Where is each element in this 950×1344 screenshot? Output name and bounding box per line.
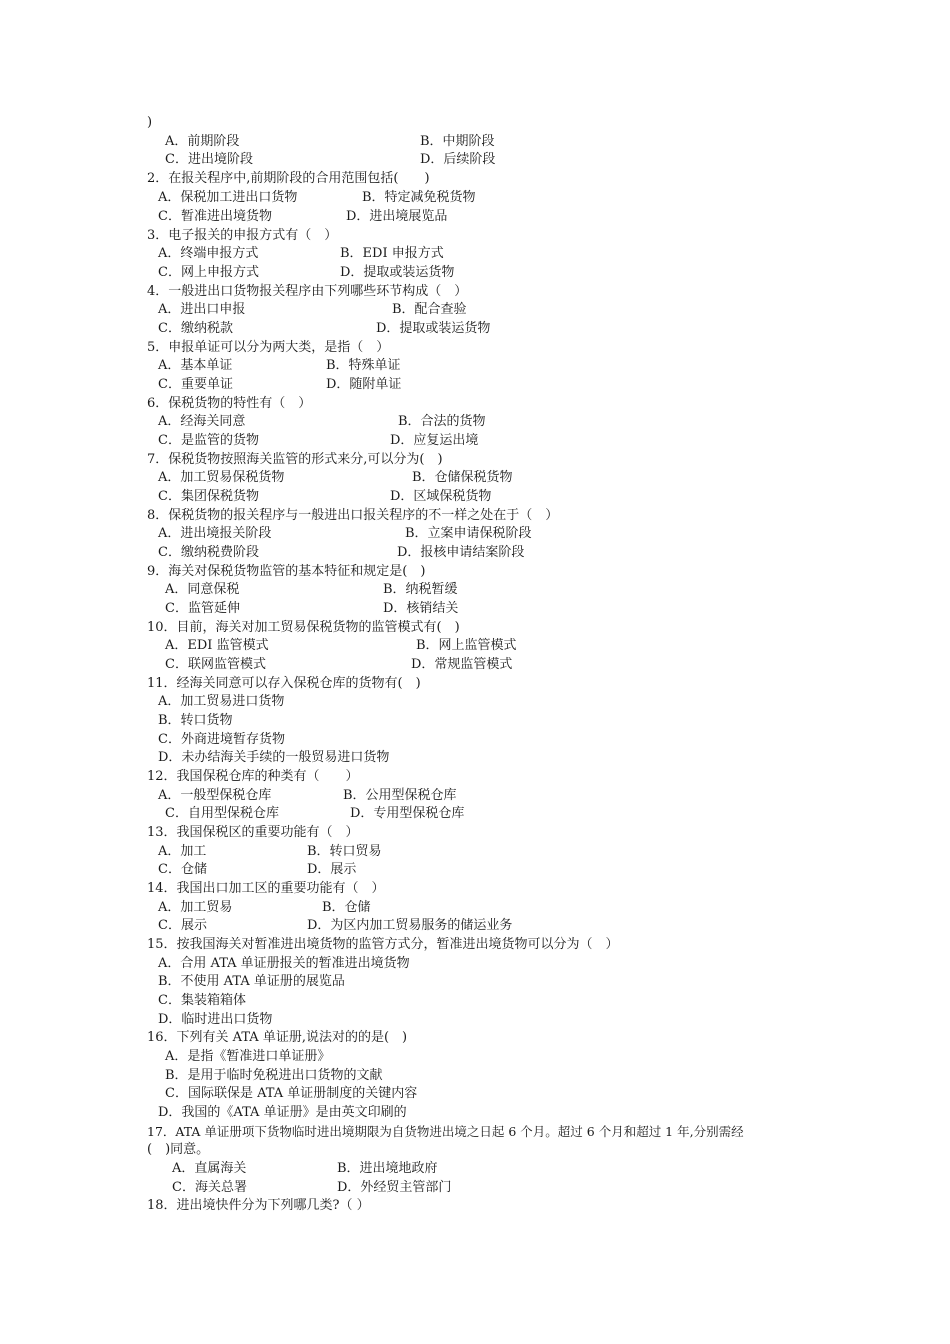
text-line: ) [147,115,153,130]
option: D．提取或装运货物 [376,321,491,336]
option: B．转口货物 [158,713,233,728]
option: C．暂准进出境货物 [158,209,272,224]
question: 3．电子报关的申报方式有（ ） [147,228,338,243]
option: B．中期阶段 [420,134,495,149]
option: C．外商进境暂存货物 [158,732,285,747]
option: B．特殊单证 [326,358,401,373]
option: C．监管延伸 [165,601,240,616]
question: 18．进出境快件分为下列哪几类?（ ） [147,1198,370,1213]
option: D．进出境展览品 [346,209,448,224]
option: C．联网监管模式 [165,657,266,672]
option: D．报核申请结案阶段 [397,545,525,560]
option: D．为区内加工贸易服务的储运业务 [307,918,513,933]
option: A．是指《暂准进口单证册》 [165,1049,331,1064]
option: A．加工贸易 [158,900,233,915]
option: D．未办结海关手续的一般贸易进口货物 [158,750,390,765]
option: C．集装箱箱体 [158,993,246,1008]
option: B．是用于临时免税进出口货物的文献 [165,1068,383,1083]
question: 13．我国保税区的重要功能有（ ） [147,825,359,840]
option: B．立案申请保税阶段 [405,526,532,541]
question: 16．下列有关 ATA 单证册,说法对的的是( ) [147,1030,408,1045]
option: D．提取或装运货物 [340,265,455,280]
option: A．终端申报方式 [158,246,259,261]
option: D．专用型保税仓库 [350,806,465,821]
option: C．重要单证 [158,377,233,392]
option: C．国际联保是 ATA 单证册制度的关键内容 [165,1086,418,1101]
option: D．临时进出口货物 [158,1012,273,1027]
option: C．海关总署 [172,1180,247,1195]
option: C．仓储 [158,862,207,877]
option: A．经海关同意 [158,414,246,429]
question: 8．保税货物的报关程序与一般进出口报关程序的不一样之处在于（ ） [147,508,559,523]
question: 11．经海关同意可以存入保税仓库的货物有( ) [147,676,421,691]
option: B．配合查验 [392,302,467,317]
question: 10．目前，海关对加工贸易保税货物的监管模式有( ) [147,620,460,635]
option: B．公用型保税仓库 [343,788,457,803]
option: A．进出口申报 [158,302,246,317]
option: D．核销结关 [383,601,459,616]
option: A．保税加工进出口货物 [158,190,298,205]
option: B．EDI 申报方式 [340,246,444,261]
text-line: ( )同意。 [147,1142,210,1157]
option: B．进出境地政府 [337,1161,438,1176]
option: C．网上申报方式 [158,265,259,280]
option: A．加工贸易保税货物 [158,470,285,485]
option: A．直属海关 [172,1161,247,1176]
option: D．常规监管模式 [411,657,513,672]
option: C．进出境阶段 [165,152,253,167]
option: C．缴纳税费阶段 [158,545,259,560]
option: D．区域保税货物 [390,489,492,504]
option: B．网上监管模式 [416,638,517,653]
option: D．展示 [307,862,357,877]
question: 2．在报关程序中,前期阶段的合用范围包括( ) [147,171,430,186]
option: D．后续阶段 [420,152,496,167]
question: 5．申报单证可以分为两大类，是指（ ） [147,340,390,355]
question: 14．我国出口加工区的重要功能有（ ） [147,881,385,896]
option: A．同意保税 [165,582,240,597]
option: A．EDI 监管模式 [165,638,269,653]
option: D．我国的《ATA 单证册》是由英文印刷的 [158,1105,407,1120]
question: 7．保税货物按照海关监管的形式来分,可以分为( ) [147,452,443,467]
question: 6．保税货物的特性有（ ） [147,396,312,411]
option: A．进出境报关阶段 [158,526,272,541]
option: A．加工贸易进口货物 [158,694,285,709]
option: A．加工 [158,844,207,859]
option: C．缴纳税款 [158,321,233,336]
option: A．前期阶段 [165,134,240,149]
option: C．是监管的货物 [158,433,259,448]
option: B．仓储 [322,900,371,915]
option: A．基本单证 [158,358,233,373]
option: C．展示 [158,918,207,933]
option: B．转口贸易 [307,844,382,859]
option: B．特定减免税货物 [362,190,476,205]
question: 4．一般进出口货物报关程序由下列哪些环节构成（ ） [147,284,468,299]
option: B．合法的货物 [398,414,486,429]
question: 9．海关对保税货物监管的基本特征和规定是( ) [147,564,426,579]
question: 17．ATA 单证册项下货物临时进出境期限为自货物进出境之日起 6 个月。超过 6 个月和超过 1 年,分别需经 [147,1124,744,1139]
option: D．外经贸主管部门 [337,1180,452,1195]
question: 12．我国保税仓库的种类有（ ） [147,769,359,784]
option: D．应复运出境 [390,433,479,448]
option: B．不使用 ATA 单证册的展览品 [158,974,345,989]
option: C．自用型保税仓库 [165,806,279,821]
option: A．合用 ATA 单证册报关的暂准进出境货物 [158,956,410,971]
question: 15．按我国海关对暂准进出境货物的监管方式分，暂准进出境货物可以分为（ ） [147,937,619,952]
option: A．一般型保税仓库 [158,788,272,803]
option: B．纳税暂缓 [383,582,458,597]
option: D．随附单证 [326,377,402,392]
option: B．仓储保税货物 [412,470,513,485]
option: C．集团保税货物 [158,489,259,504]
